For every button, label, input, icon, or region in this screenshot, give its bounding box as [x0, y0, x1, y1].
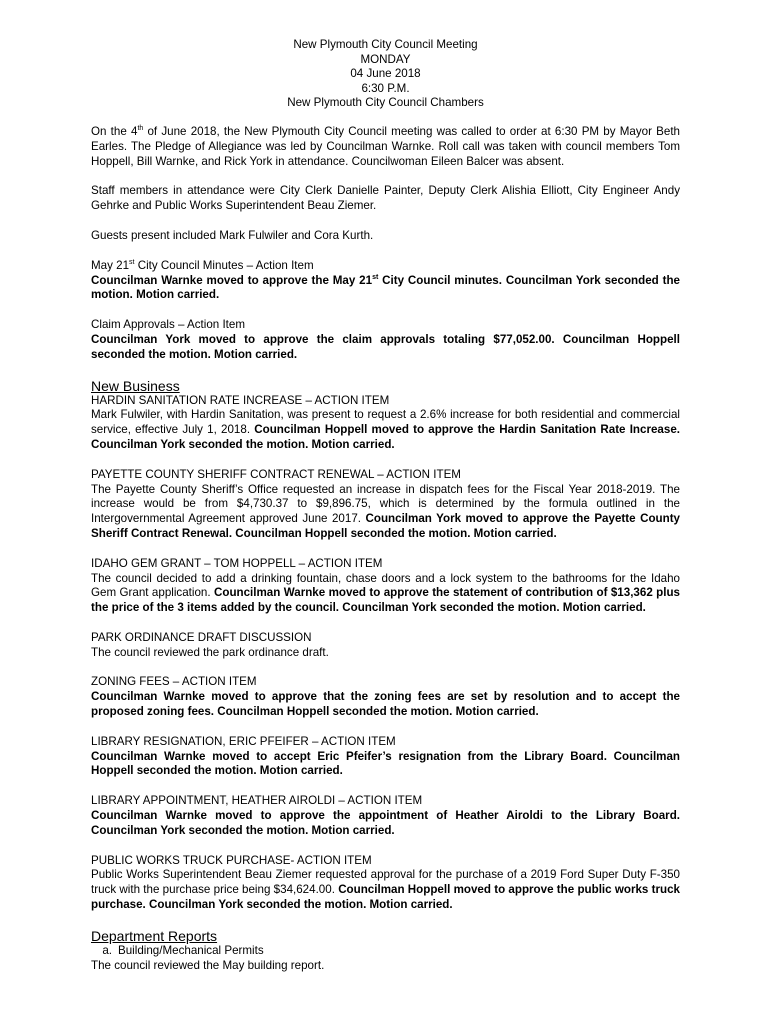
minutes-motion: Councilman Warnke moved to approve the May 21st City Council minutes. Councilman York seconded the motion. Motion carried. [91, 273, 680, 302]
claims-motion: Councilman York moved to approve the claim approvals totaling $77,052.00. Councilman Hoppell seconded the motion. Motion carried. [91, 332, 680, 361]
item-title: IDAHO GEM GRANT – TOM HOPPELL – ACTION ITEM [91, 556, 383, 570]
subitem-marker: a. [102, 943, 112, 957]
minutes-item [91, 259, 680, 303]
item-title: ZONING FEES – ACTION ITEM [91, 675, 257, 689]
item-gem-grant [91, 557, 680, 616]
item-library-resignation [91, 735, 680, 779]
item-text: Mark Fulwiler, with Hardin Sanitation, was present to request a 2.6% increase for both residential and commercial service, effective July 1, 2018. [91, 408, 680, 437]
item-text: The Payette County Sheriff’s Office requested an increase in dispatch fees for the Fiscal Year 2018-2019. The increase would be from $4,730.37 to $9,896.75, which is determined by the formula outlined in the Intergovernmental Agreement approved June 2017. [91, 482, 680, 526]
item-hardin [91, 394, 680, 453]
item-motion: Councilman York moved to approve the Payette County Sheriff Contract Renewal. Councilman Hoppell seconded the motion. Motion carried. [91, 512, 680, 540]
header-title: New Plymouth City Council Meeting [293, 38, 478, 51]
claims-item [91, 318, 680, 362]
item-park-ordinance [91, 631, 680, 661]
item-title: PARK ORDINANCE DRAFT DISCUSSION [91, 630, 312, 644]
department-subitem [91, 944, 680, 959]
item-motion: Councilman Hoppell moved to approve the public works truck purchase. Councilman York seconded the motion. Motion carried. [91, 883, 681, 912]
header-date: 04 June 2018 [350, 67, 421, 81]
item-motion: Councilman Hoppell moved to approve the Hardin Sanitation Rate Increase. Councilman York seconded the motion. Motion carried. [91, 423, 680, 451]
item-truck-purchase [91, 854, 680, 913]
header-day: MONDAY [360, 52, 411, 66]
guests-paragraph: Guests present included Mark Fulwiler and Cora Kurth. [91, 228, 374, 242]
item-payette [91, 468, 680, 542]
item-text: The council reviewed the park ordinance draft. [91, 645, 329, 659]
intro-paragraph: On the 4th of June 2018, the New Plymouth City Council meeting was called to order at 6:30 PM by Mayor Beth Earles. The Pledge of Allegiance was led by Councilman Warnke. Roll call was taken with council members Tom Hoppell, Bill Warnke, and Rick York in attendance. Councilwoman Eileen Balcer was absent. [91, 124, 680, 168]
item-text: The council decided to add a drinking fountain, chase doors and a lock system to the bathrooms for the Idaho Gem Grant application. [91, 571, 680, 600]
subitem-title: Building/Mechanical Permits [118, 943, 264, 957]
item-title: HARDIN SANITATION RATE INCREASE – ACTION ITEM [91, 393, 390, 407]
department-reports-heading: Department Reports [91, 927, 218, 944]
staff-paragraph: Staff members in attendance were City Clerk Danielle Painter, Deputy Clerk Alishia Elliott, City Engineer Andy Gehrke and Public Works Superintendent Beau Ziemer. [91, 184, 680, 213]
item-motion: Councilman Warnke moved to approve the statement of contribution of $13,362 plus the price of the 3 items added by the council. Councilman York seconded the motion. Motion carried. [91, 586, 680, 615]
item-title: LIBRARY APPOINTMENT, HEATHER AIROLDI – ACTION ITEM [91, 794, 423, 808]
item-zoning-fees [91, 675, 680, 719]
item-motion: Councilman Warnke moved to approve the appointment of Heather Airoldi to the Library Board. Councilman York seconded the motion. Motion carried. [91, 809, 680, 837]
item-title: PUBLIC WORKS TRUCK PURCHASE- ACTION ITEM [91, 853, 372, 867]
department-report-text: The council reviewed the May building report. [91, 958, 325, 972]
header-time: 6:30 P.M. [361, 81, 410, 95]
item-motion: Councilman Warnke moved to accept Eric Pfeifer’s resignation from the Library Board. Councilman Hoppell seconded the motion. Motion carried. [91, 749, 680, 778]
item-motion: Councilman Warnke moved to approve that the zoning fees are set by resolution and to accept the proposed zoning fees. Councilman Hoppell seconded the motion. Motion carried. [91, 690, 680, 719]
header-location: New Plymouth City Council Chambers [287, 96, 484, 110]
meeting-header [91, 38, 680, 111]
minutes-title: May 21st City Council Minutes – Action Item [91, 258, 314, 272]
item-title: LIBRARY RESIGNATION, ERIC PFEIFER – ACTION ITEM [91, 734, 396, 748]
item-text: Public Works Superintendent Beau Ziemer requested approval for the purchase of a 2019 Ford Super Duty F-350 truck with the purchase price being $34,624.00. [91, 868, 680, 897]
claims-title: Claim Approvals – Action Item [91, 318, 246, 332]
new-business-heading: New Business [91, 377, 180, 394]
item-title: PAYETTE COUNTY SHERIFF CONTRACT RENEWAL – ACTION ITEM [91, 467, 461, 481]
item-library-appointment [91, 794, 680, 838]
